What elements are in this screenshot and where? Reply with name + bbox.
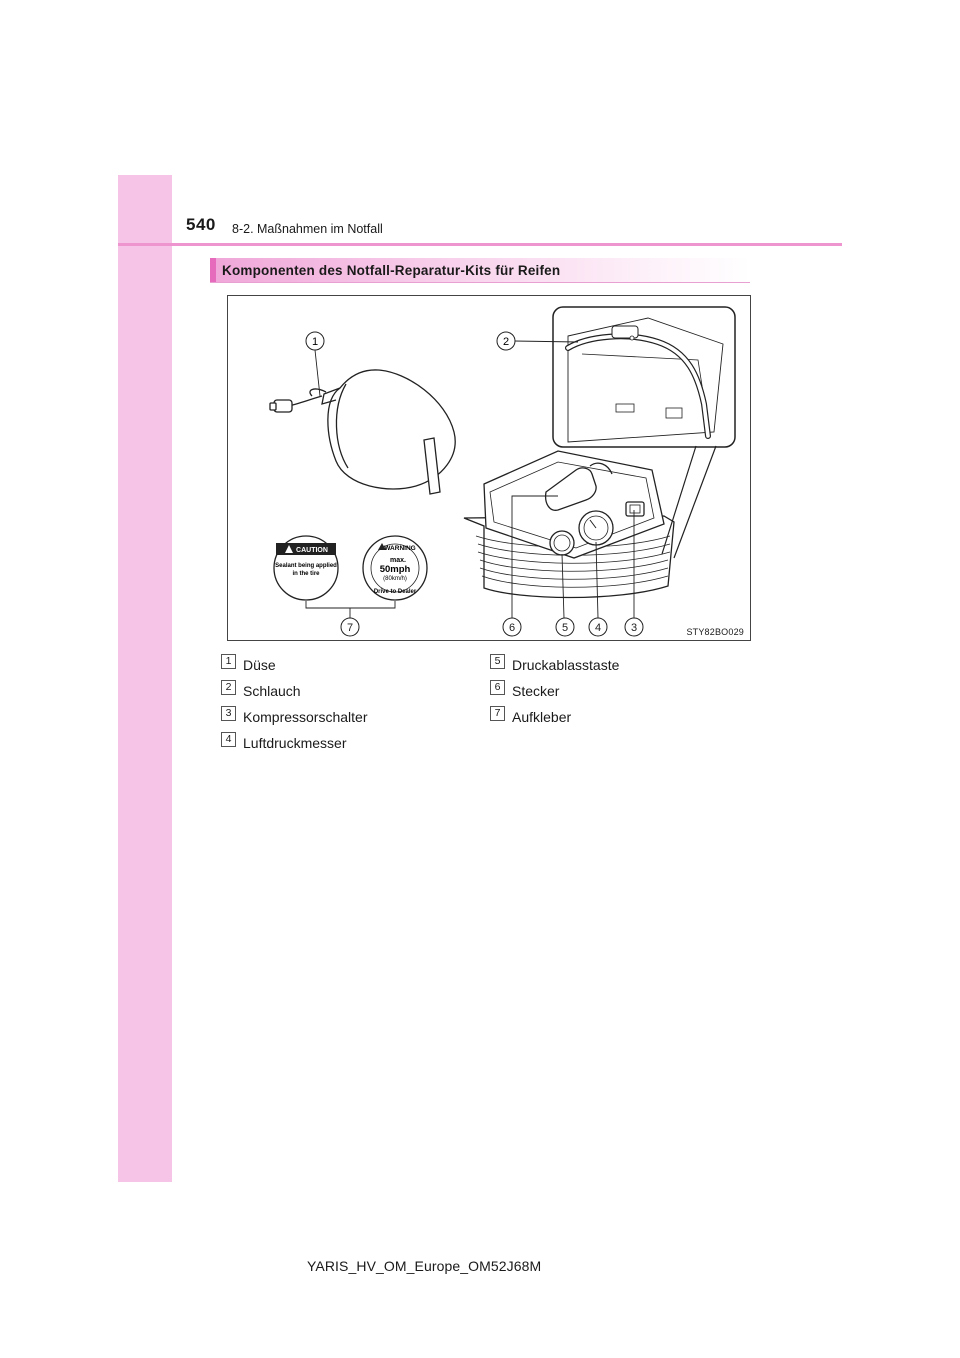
warning-label: WARNING (384, 545, 416, 552)
sealant-bottle (270, 370, 455, 494)
legend-number-3: 3 (221, 706, 236, 721)
legend-label-7: Aufkleber (512, 709, 572, 725)
legend-number-6: 6 (490, 680, 505, 695)
footer-doc-id: YARIS_HV_OM_Europe_OM52J68M (307, 1258, 542, 1274)
callout-2-label: 2 (502, 336, 510, 348)
legend-number-4: 4 (221, 732, 236, 747)
speed-max: max. (390, 557, 406, 564)
callout-1-label: 1 (311, 336, 319, 348)
callout-7-label: 7 (346, 622, 354, 634)
legend-number-7: 7 (490, 706, 505, 721)
legend-label-1: Düse (243, 657, 276, 673)
section-title: Komponenten des Notfall-Reparatur-Kits für Reifen (222, 263, 561, 278)
dealer-text: Drive to Dealer (373, 589, 417, 595)
speed-kmh: (80km/h) (383, 576, 407, 582)
side-color-band (118, 175, 172, 1182)
caution-text-line2: in the tire (292, 571, 320, 577)
page-number: 540 (186, 215, 216, 234)
compressor (464, 451, 674, 598)
legend-label-5: Druckablasstaste (512, 657, 620, 673)
caution-label: CAUTION (296, 547, 328, 554)
caution-sticker (274, 536, 338, 600)
figure-code: STY82BO029 (686, 627, 744, 637)
callout-7 (306, 601, 395, 636)
callout-3-label: 3 (630, 622, 638, 634)
tire-repair-kit-figure (227, 295, 751, 641)
section-title-underline (210, 282, 750, 283)
header-rule (118, 243, 842, 246)
callout-6-label: 6 (508, 622, 516, 634)
legend-number-5: 5 (490, 654, 505, 669)
legend-number-1: 1 (221, 654, 236, 669)
legend-label-6: Stecker (512, 683, 560, 699)
legend-label-4: Luftdruckmesser (243, 735, 347, 751)
legend-label-3: Kompressorschalter (243, 709, 368, 725)
callout-4-label: 4 (594, 622, 602, 634)
chapter-title: 8-2. Maßnahmen im Notfall (232, 222, 383, 236)
kit-illustration (228, 296, 752, 642)
callout-5-label: 5 (561, 622, 569, 634)
warning-sticker (363, 536, 427, 600)
callout-1 (306, 332, 324, 396)
caution-text-line1: Sealant being applied (275, 563, 337, 569)
legend-number-2: 2 (221, 680, 236, 695)
speed-mph: 50mph (379, 564, 411, 575)
legend-label-2: Schlauch (243, 683, 301, 699)
